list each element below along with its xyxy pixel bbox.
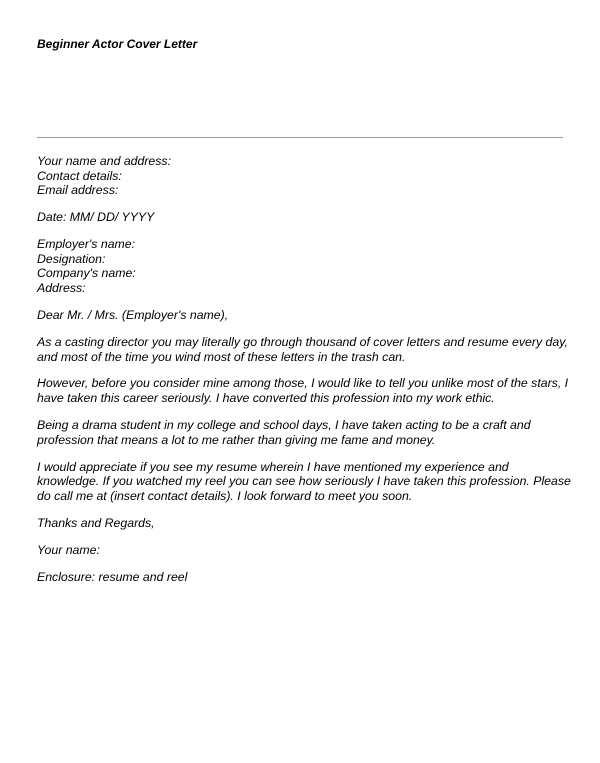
recipient-company-name: Company's name: [37, 266, 136, 281]
recipient-employer-name: Employer's name: [37, 237, 136, 252]
paragraph-line: knowledge. If you watched my reel you can see how seriously I have taken this profession. Please [37, 474, 571, 489]
signature-name: Your name: [37, 542, 100, 557]
sender-email-address: Email address: [37, 183, 119, 198]
sender-contact-details: Contact details: [37, 168, 122, 183]
header-divider [37, 137, 563, 138]
paragraph-line: have taken this career seriously. I have converted this profession into my work ethic. [37, 391, 495, 406]
recipient-designation: Designation: [37, 251, 106, 266]
paragraph-line: do call me at (insert contact details). I look forward to meet you soon. [37, 488, 413, 503]
sender-block [37, 154, 565, 198]
enclosure-note: Enclosure: resume and reel [37, 569, 188, 584]
paragraph-line: However, before you consider mine among those, I would like to tell you unlike most of the stars, I [37, 376, 569, 391]
paragraph-line: and most of the time you wind most of these letters in the trash can. [37, 349, 406, 364]
paragraph-line: Being a drama student in my college and school days, I have taken acting to be a craft and [37, 418, 531, 433]
closing: Thanks and Regards, [37, 515, 155, 530]
body-paragraph-3 [37, 418, 565, 447]
body-paragraph-4 [37, 459, 571, 504]
paragraph-line: I would appreciate if you see my resume wherein I have mentioned my experience and [37, 459, 509, 474]
letter-date: Date: MM/ DD/ YYYY [37, 210, 155, 225]
recipient-address: Address: [37, 280, 86, 295]
body-paragraph-1 [37, 334, 568, 364]
body-paragraph-2 [37, 376, 569, 406]
document-title: Beginner Actor Cover Letter [37, 37, 198, 51]
letter-body [37, 154, 571, 584]
sender-name-address: Your name and address: [37, 154, 171, 168]
salutation: Dear Mr. / Mrs. (Employer's name), [37, 307, 229, 322]
recipient-block [37, 237, 565, 295]
paragraph-line: profession that means a lot to me rather than giving me fame and money. [37, 432, 436, 447]
paragraph-line: As a casting director you may literally go through thousand of cover letters and resume every day, [37, 334, 568, 349]
